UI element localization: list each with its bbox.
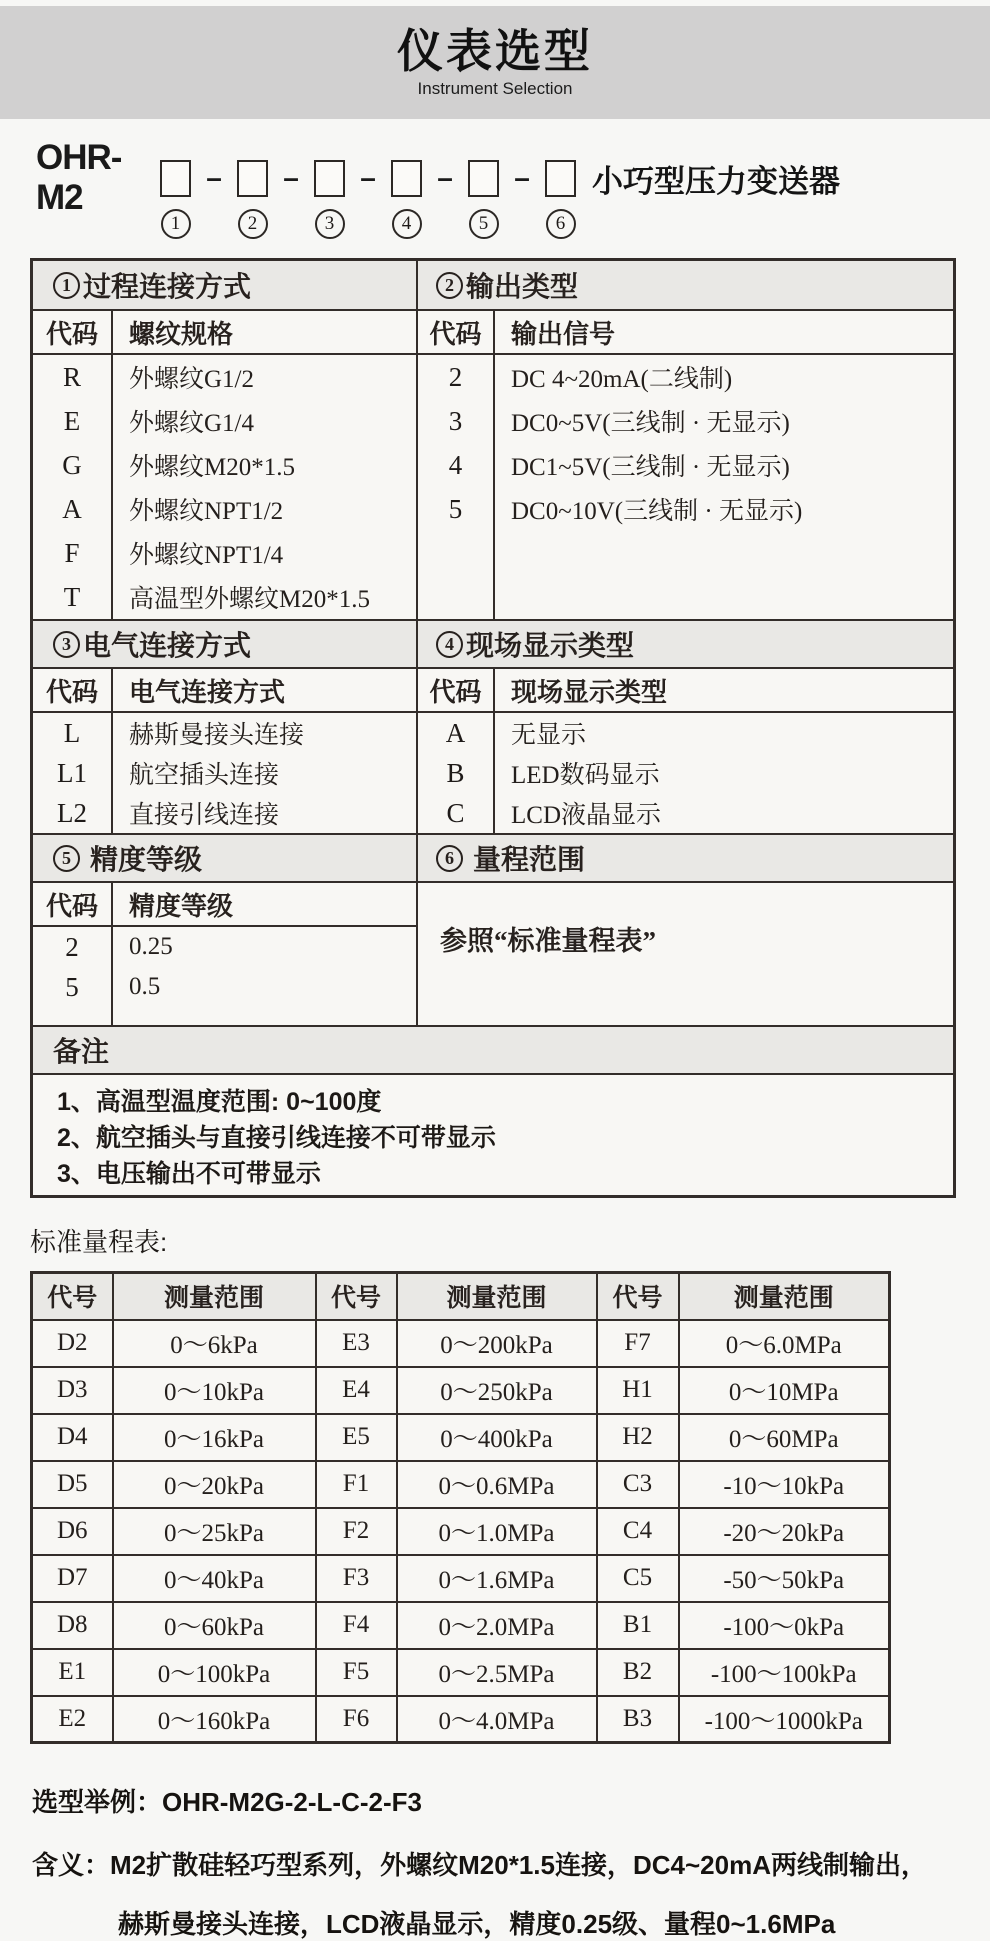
range-row	[32, 1555, 890, 1602]
desc-cell: 外螺纹G1/2	[129, 366, 255, 393]
circled-number-icon: 1	[53, 272, 80, 299]
section-title-row-3	[33, 833, 953, 883]
circled-number-icon: 3	[53, 631, 80, 658]
range-cell: D4	[32, 1414, 113, 1461]
range-row	[32, 1649, 890, 1696]
range-cell: B1	[597, 1602, 679, 1649]
model-suffix: 小巧型压力变送器	[592, 163, 840, 199]
code-cell: L1	[57, 757, 87, 788]
range-cell: -100～100kPa	[679, 1649, 890, 1696]
range-cell: 0～2.5MPa	[397, 1649, 597, 1696]
range-cell: D3	[32, 1367, 113, 1414]
range-cell: B2	[597, 1649, 679, 1696]
range-cell: 0～60MPa	[679, 1414, 890, 1461]
position-circle-1: 1	[161, 209, 191, 239]
position-circle-3: 3	[315, 209, 345, 239]
model-box-2	[237, 160, 268, 197]
desc-cell: 0.5	[129, 973, 161, 1000]
range-cell: 0～25kPa	[113, 1508, 316, 1555]
range-cell: -100～0kPa	[679, 1602, 890, 1649]
range-cell: 0～2.0MPa	[397, 1602, 597, 1649]
range-header-cell: 测量范围	[397, 1273, 597, 1320]
range-cell: 0～16kPa	[113, 1414, 316, 1461]
section-title-electrical-connection	[33, 621, 418, 667]
desc-cell: 外螺纹NPT1/2	[129, 498, 284, 525]
code-cell: T	[63, 581, 81, 612]
desc-cell: 赫斯曼接头连接	[129, 722, 305, 749]
range-row	[32, 1320, 890, 1367]
spec-block-3	[33, 883, 953, 1025]
range-row	[32, 1461, 890, 1508]
range-cell: 0～100kPa	[113, 1649, 316, 1696]
code-cell: 2	[65, 931, 79, 962]
model-dash: –	[206, 162, 222, 193]
range-cell: H2	[597, 1414, 679, 1461]
position-circle-4: 4	[392, 209, 422, 239]
remark-note-1: 1、高温型温度范围: 0~100度	[57, 1088, 382, 1116]
model-box-3	[314, 160, 345, 197]
column-header-code: 代码	[33, 883, 113, 927]
model-box-6	[545, 160, 576, 197]
range-cell: F4	[316, 1602, 397, 1649]
range-row	[32, 1508, 890, 1555]
section-title-accuracy	[33, 835, 418, 881]
range-header-cell: 代号	[32, 1273, 113, 1320]
desc-cell: DC0~10V(三线制 · 无显示)	[511, 498, 803, 525]
model-dash: –	[437, 162, 453, 193]
range-header-cell: 代号	[597, 1273, 679, 1320]
desc-cell: DC0~5V(三线制 · 无显示)	[511, 410, 790, 437]
model-dash: –	[283, 162, 299, 193]
code-cell: 3	[448, 405, 463, 436]
column-header-display-type: 现场显示类型	[495, 669, 953, 713]
code-cell: 5	[65, 971, 79, 1002]
header-banner	[0, 6, 990, 119]
spec-block-2	[33, 669, 953, 833]
range-cell: E5	[316, 1414, 397, 1461]
spec-table	[30, 258, 956, 1198]
remark-note-3: 3、电压输出不可带显示	[57, 1160, 321, 1188]
range-cell: 0～400kPa	[397, 1414, 597, 1461]
section-title-row-1	[33, 261, 953, 311]
code-cell: R	[62, 361, 81, 392]
range-row	[32, 1696, 890, 1743]
code-cell: L2	[57, 797, 87, 828]
column-header-code: 代码	[418, 311, 495, 355]
range-cell: F3	[316, 1555, 397, 1602]
range-cell: F7	[597, 1320, 679, 1367]
desc-cell: 外螺纹NPT1/4	[129, 542, 284, 569]
range-cell: F6	[316, 1696, 397, 1743]
position-number-row	[160, 207, 990, 241]
range-cell: 0～20kPa	[113, 1461, 316, 1508]
range-cell: E3	[316, 1320, 397, 1367]
range-cell: 0～6.0MPa	[679, 1320, 890, 1367]
desc-cell: LCD液晶显示	[511, 802, 662, 829]
range-cell: 0～6kPa	[113, 1320, 316, 1367]
model-box-4	[391, 160, 422, 197]
range-cell: E4	[316, 1367, 397, 1414]
range-cell: -100～1000kPa	[679, 1696, 890, 1743]
column-header-electrical-connection: 电气连接方式	[113, 669, 416, 713]
desc-cell: LED数码显示	[511, 762, 660, 789]
range-cell: D2	[32, 1320, 113, 1367]
range-cell: 0～200kPa	[397, 1320, 597, 1367]
circled-number-icon: 5	[53, 845, 80, 872]
code-cell: F	[64, 537, 80, 568]
range-cell: F5	[316, 1649, 397, 1696]
code-cell: B	[446, 757, 465, 788]
range-cell: 0～250kPa	[397, 1367, 597, 1414]
range-cell: E2	[32, 1696, 113, 1743]
column-header-thread-spec: 螺纹规格	[113, 311, 416, 355]
code-cell: 4	[448, 449, 463, 480]
range-table	[30, 1271, 891, 1744]
range-cell: 0～1.0MPa	[397, 1508, 597, 1555]
remark-title-row	[33, 1025, 953, 1075]
section-title-text: 电气连接方式	[83, 631, 252, 662]
range-cell: 0～10kPa	[113, 1367, 316, 1414]
range-cell: D6	[32, 1508, 113, 1555]
remark-title: 备注	[53, 1037, 110, 1068]
range-cell: D5	[32, 1461, 113, 1508]
section-title-range	[418, 835, 953, 881]
model-code-row	[36, 138, 990, 217]
section-title-text: 输出类型	[466, 272, 579, 303]
range-cell: E1	[32, 1649, 113, 1696]
section-title-output-type	[418, 261, 953, 309]
range-cell: C5	[597, 1555, 679, 1602]
range-cell: 0～10MPa	[679, 1367, 890, 1414]
model-dash: –	[360, 162, 376, 193]
code-cell: A	[445, 717, 466, 748]
range-table-label: 标准量程表:	[30, 1227, 168, 1257]
desc-cell: 外螺纹M20*1.5	[129, 454, 295, 481]
range-header-cell: 代号	[316, 1273, 397, 1320]
desc-cell: 航空插头连接	[129, 762, 280, 789]
code-cell: G	[62, 449, 82, 480]
range-cell: C3	[597, 1461, 679, 1508]
range-cell: -20～20kPa	[679, 1508, 890, 1555]
selection-example-line: 选型举例：OHR-M2G-2-L-C-2-F3	[32, 1787, 422, 1817]
range-cell: H1	[597, 1367, 679, 1414]
column-header-output-signal: 输出信号	[495, 311, 953, 355]
range-row	[32, 1414, 890, 1461]
meaning-line-2: 赫斯曼接头连接，LCD液晶显示，精度0.25级、量程0~1.6MPa	[118, 1909, 836, 1939]
range-cell: -50～50kPa	[679, 1555, 890, 1602]
meaning-line-1: 含义：M2扩散硅轻巧型系列，外螺纹M20*1.5连接，DC4~20mA两线制输出，	[32, 1850, 927, 1880]
desc-cell: DC1~5V(三线制 · 无显示)	[511, 454, 790, 481]
desc-cell: 高温型外螺纹M20*1.5	[129, 586, 370, 613]
position-circle-2: 2	[238, 209, 268, 239]
page-title: 仪表选型	[397, 24, 593, 77]
range-cell: 0～0.6MPa	[397, 1461, 597, 1508]
code-cell: A	[62, 493, 82, 524]
position-circle-5: 5	[469, 209, 499, 239]
section-title-text: 现场显示类型	[466, 631, 635, 662]
section-title-row-2	[33, 619, 953, 669]
range-cell: C4	[597, 1508, 679, 1555]
circled-number-icon: 6	[436, 845, 463, 872]
range-cell: D8	[32, 1602, 113, 1649]
desc-cell: 无显示	[511, 722, 587, 749]
column-header-accuracy: 精度等级	[113, 883, 416, 927]
column-header-code: 代码	[418, 669, 495, 713]
range-cell: 0～160kPa	[113, 1696, 316, 1743]
circled-number-icon: 2	[436, 272, 463, 299]
column-header-code: 代码	[33, 669, 113, 713]
code-cell: E	[63, 405, 81, 436]
range-row	[32, 1602, 890, 1649]
model-box-5	[468, 160, 499, 197]
range-reference-note: 参照“标准量程表”	[440, 926, 656, 956]
model-box-1	[160, 160, 191, 197]
position-circle-6: 6	[546, 209, 576, 239]
range-cell: B3	[597, 1696, 679, 1743]
section-title-text: 精度等级	[90, 845, 203, 876]
spec-block-1	[33, 311, 953, 619]
range-cell: F2	[316, 1508, 397, 1555]
model-dash: –	[514, 162, 530, 193]
range-row	[32, 1367, 890, 1414]
page-subtitle: Instrument Selection	[417, 79, 573, 99]
code-cell: L	[63, 717, 81, 748]
column-header-code: 代码	[33, 311, 113, 355]
section-title-text: 过程连接方式	[83, 272, 252, 303]
range-cell: 0～4.0MPa	[397, 1696, 597, 1743]
remark-note-2: 2、航空插头与直接引线连接不可带显示	[57, 1124, 496, 1152]
code-cell: 2	[448, 361, 463, 392]
desc-cell: DC 4~20mA(二线制)	[511, 366, 733, 393]
range-header-cell: 测量范围	[679, 1273, 890, 1320]
desc-cell: 直接引线连接	[129, 802, 280, 829]
code-cell: 5	[448, 493, 463, 524]
range-cell: 0～1.6MPa	[397, 1555, 597, 1602]
range-cell: -10～10kPa	[679, 1461, 890, 1508]
range-header-row	[32, 1273, 890, 1320]
desc-cell: 外螺纹G1/4	[129, 410, 255, 437]
section-title-display-type	[418, 621, 953, 667]
range-cell: 0～40kPa	[113, 1555, 316, 1602]
range-cell: 0～60kPa	[113, 1602, 316, 1649]
circled-number-icon: 4	[436, 631, 463, 658]
code-cell: C	[446, 797, 465, 828]
range-cell: F1	[316, 1461, 397, 1508]
desc-cell: 0.25	[129, 933, 173, 960]
range-cell: D7	[32, 1555, 113, 1602]
section-title-text: 量程范围	[473, 845, 586, 876]
model-code-line	[36, 138, 990, 241]
section-title-process-connection	[33, 261, 418, 309]
remark-notes	[33, 1075, 953, 1195]
range-header-cell: 测量范围	[113, 1273, 316, 1320]
model-prefix: OHR-M2	[36, 138, 122, 217]
